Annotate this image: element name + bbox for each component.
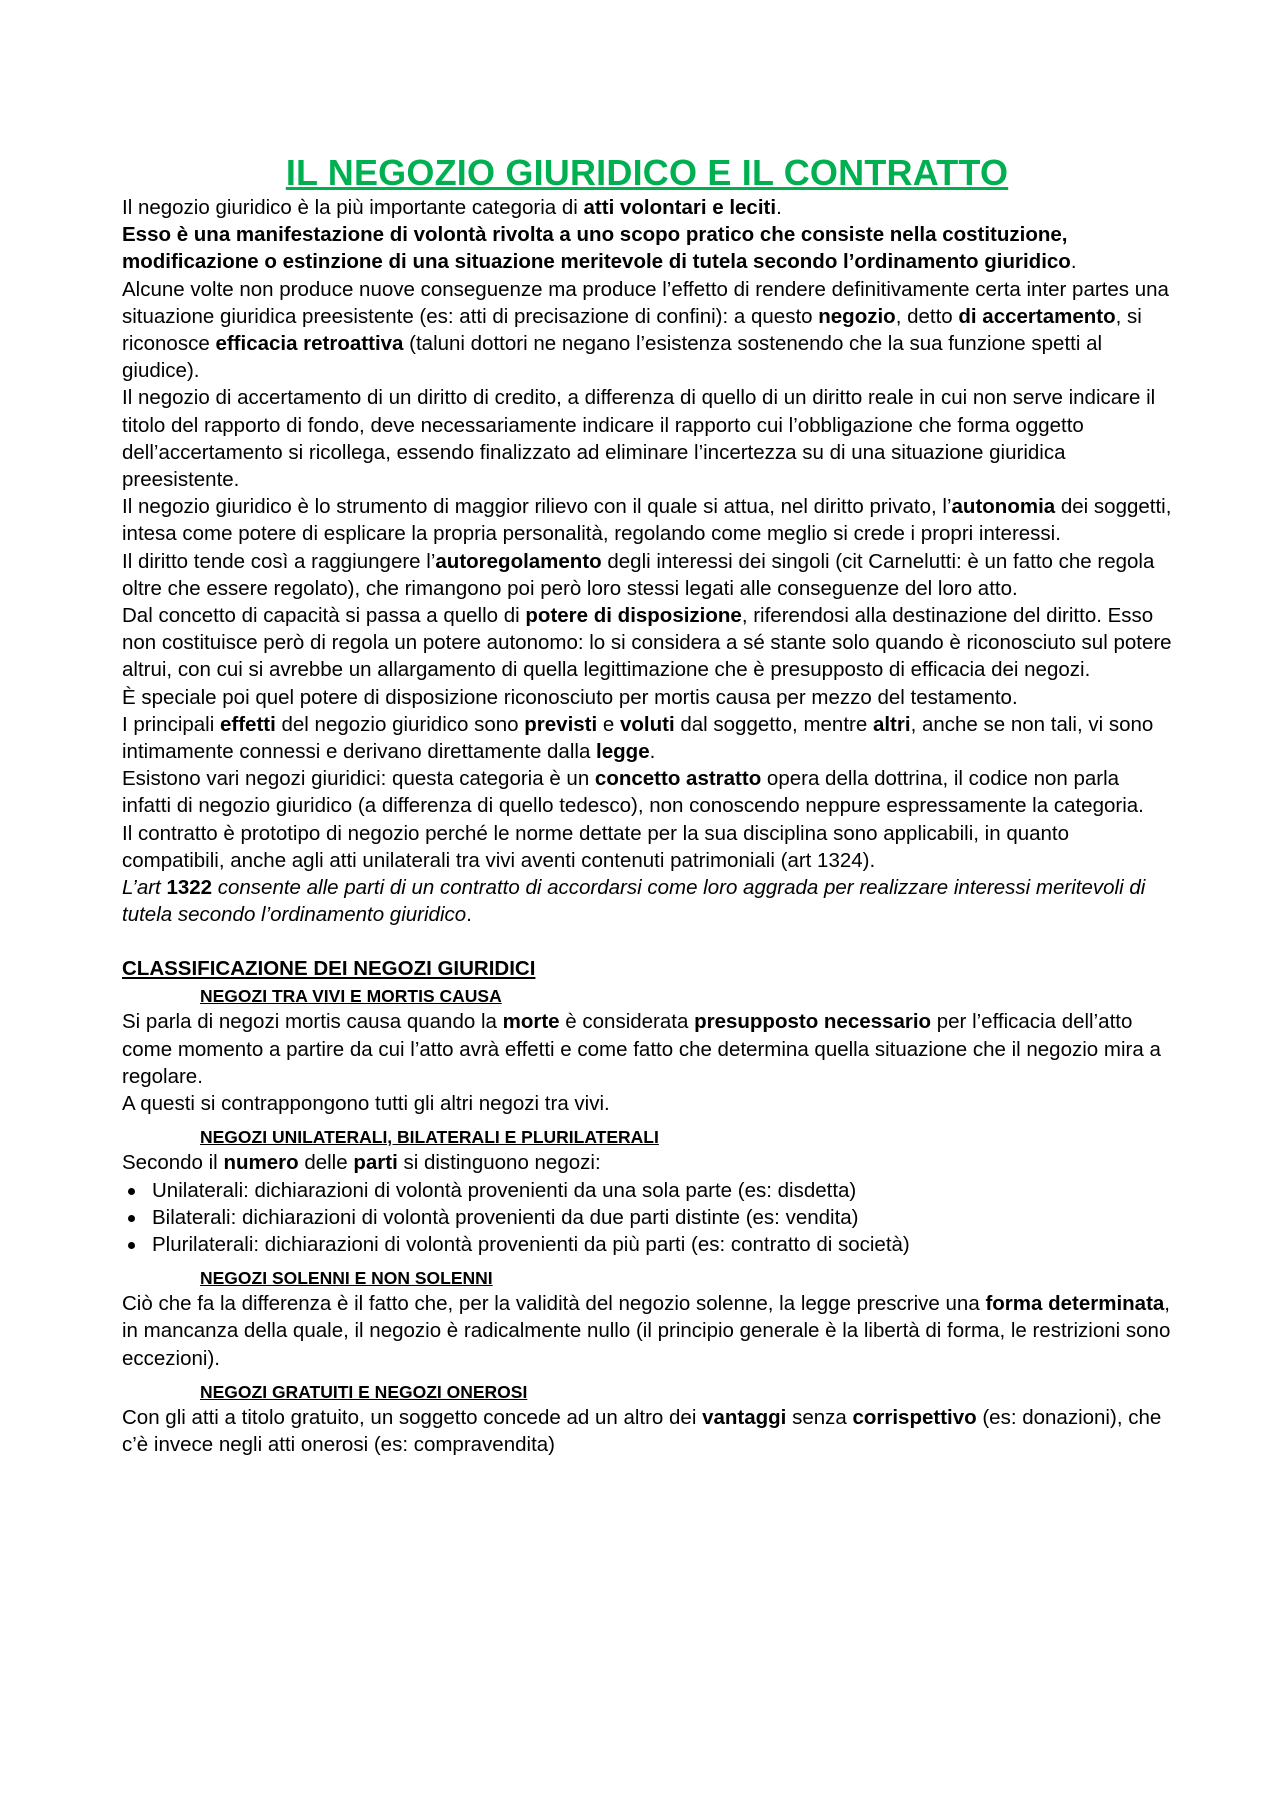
text-run: Il negozio giuridico è la più importante categoria di (122, 196, 584, 219)
paragraph-abstract-concept (122, 765, 1172, 819)
list-item: Plurilaterali: dichiarazioni di volontà provenienti da più parti (es: contratto di società) (122, 1231, 1172, 1258)
text-run: dei soggetti, intesa come potere di esplicare la propria personalità, regolando come meglio si crede i propri interessi. (122, 495, 1172, 546)
text-run: Il negozio giuridico è lo strumento di maggior rilievo con il quale si attua, nel diritto privato, l’ (122, 495, 952, 519)
italic-text: consente alle parti di un contratto di accordarsi come loro aggrada per realizzare interessi meritevoli di tutela secondo l’ordinamento giuridico (122, 876, 1146, 927)
paragraph-autonomy (122, 493, 1172, 547)
subsection-heading-parties: NEGOZI UNILATERALI, BILATERALI E PLURILATERALI (200, 1127, 659, 1148)
document-title: IL NEGOZIO GIURIDICO E IL CONTRATTO (285, 152, 1009, 193)
bold-text: corrispettivo (852, 1405, 977, 1429)
bold-text: di accertamento (958, 304, 1116, 328)
paragraph-effects (122, 711, 1172, 765)
text-run: Esistono vari negozi giuridici: questa categoria è un (122, 767, 595, 791)
text-run: opera della dottrina, il codice non parla infatti di negozio giuridico (a differenza di quello tedesco), non conoscendo neppure espressamente la categoria. (122, 767, 1144, 818)
text-run: Dal concetto di capacità si passa a quello di (122, 604, 526, 628)
text-run: del negozio giuridico sono (275, 712, 525, 736)
text-run: Secondo il (122, 1151, 224, 1175)
bold-text: effetti (220, 712, 276, 736)
bold-text: efficacia retroattiva (215, 332, 404, 356)
paragraph-mortis-causa (122, 1008, 1172, 1090)
text-run: degli interessi dei singoli (cit Carnelutti: è un fatto che regola oltre che essere regolato), che rimangono poi però loro stessi legati alle conseguenze del loro atto. (122, 549, 1155, 600)
bold-text: vantaggi (702, 1405, 787, 1429)
text-run: per l’efficacia dell’atto come momento a partire da cui l’atto avrà effetti e come fatto che determina quella situazione che il negozio mira a regolare. (122, 1010, 1161, 1088)
text-run: , anche se non tali, vi sono intimamente connessi e derivano direttamente dalla (122, 712, 1154, 764)
parties-bullet-list (122, 1177, 1172, 1259)
text-run: Si parla di negozi mortis causa quando la (122, 1010, 503, 1034)
text-run: , riferendosi alla destinazione del diritto. Esso non costituisce però di regola un potere autonomo: lo si considera a sé stante solo quando è riconosciuto sul potere altrui, con cui si avrebbe un allargamento di quella legittimazione che è presupposto di efficacia dei negozi. (122, 604, 1172, 682)
bold-text: legge (596, 740, 650, 764)
paragraph-self-regulation (122, 548, 1172, 602)
paragraph-contract-prototype: Il contratto è prototipo di negozio perché le norme dettate per la sua disciplina sono applicabili, in quanto compatibili, anche agli atti unilaterali tra vivi aventi contenuti patrimoniali (art 1324). (122, 821, 1070, 872)
section-heading-classification: CLASSIFICAZIONE DEI NEGOZI GIURIDICI (122, 957, 536, 981)
paragraph-parties-intro (122, 1149, 1172, 1176)
paragraph-solemn (122, 1290, 1172, 1372)
bold-text: atti volontari e leciti (583, 196, 777, 219)
text-run: , detto (895, 304, 959, 328)
text-run: (taluni dottori ne negano l’esistenza sostenendo che la sua funzione spetti al giudice). (122, 332, 1103, 383)
text-run: dal soggetto, mentre (674, 712, 873, 736)
paragraph-gratuitous (122, 1404, 1172, 1458)
paragraph-inter-vivos: A questi si contrappongono tutti gli altri negozi tra vivi. (122, 1092, 610, 1116)
paragraph-definition (122, 194, 1172, 221)
list-item: Unilaterali: dichiarazioni di volontà provenienti da una sola parte (es: disdetta) (122, 1177, 1172, 1204)
text-run: si distinguono negozi: (397, 1151, 601, 1175)
text-run: senza (786, 1405, 853, 1429)
bold-text: concetto astratto (594, 767, 762, 791)
bold-text: presupposto necessario (694, 1010, 932, 1034)
bold-text: forma determinata (985, 1292, 1165, 1316)
text-run: . (776, 196, 782, 219)
italic-text: L’art (122, 876, 167, 900)
text-run: I principali (122, 712, 220, 736)
text-run: . (1070, 250, 1077, 274)
subsection-heading-gratuitous: NEGOZI GRATUITI E NEGOZI ONEROSI (200, 1381, 528, 1402)
text-run: . (466, 903, 472, 927)
bold-text: 1322 (166, 876, 213, 900)
bold-text: altri (872, 712, 911, 736)
bold-text: autoregolamento (435, 549, 602, 573)
bold-text: voluti (619, 712, 675, 736)
document-page (122, 152, 1172, 1458)
text-run: , in mancanza della quale, il negozio è radicalmente nullo (il principio generale è la libertà di forma, le restrizioni sono eccezioni). (122, 1292, 1171, 1370)
bold-text: previsti (524, 712, 598, 736)
bold-text: Esso è una manifestazione di volontà rivolta a uno scopo pratico che consiste nella costituzione, modificazione o estinzione di una situazione meritevole di tutela secondo l’ordinamento giuridico (122, 223, 1071, 274)
text-run: è considerata (559, 1010, 695, 1034)
text-run: delle (298, 1151, 354, 1175)
paragraph-disposition-power (122, 602, 1172, 684)
paragraph-accertamento (122, 276, 1172, 385)
bold-text: numero (223, 1151, 299, 1175)
bold-text: morte (502, 1010, 560, 1034)
paragraph-credit: Il negozio di accertamento di un diritto di credito, a differenza di quello di un diritto reale in cui non serve indicare il titolo del rapporto di fondo, deve necessariamente indicare il rapporto cui l’obbligazione che forma oggetto dell’accertamento si ricollega, essendo finalizzato ad eliminare l’incertezza su di una situazione giuridica preesistente. (122, 386, 1156, 492)
paragraph-art-1322 (122, 874, 1172, 928)
paragraph-manifestation (122, 221, 1172, 275)
bold-text: parti (353, 1151, 398, 1175)
bold-text: potere di disposizione (525, 604, 742, 628)
bold-text: autonomia (951, 495, 1056, 519)
text-run: Il diritto tende così a raggiungere l’ (122, 549, 436, 573)
text-run: (es: donazioni), che c’è invece negli atti onerosi (es: compravendita) (122, 1405, 1162, 1456)
text-run: . (649, 740, 656, 764)
bold-text: negozio (818, 304, 896, 328)
text-run: Con gli atti a titolo gratuito, un soggetto concede ad un altro dei (122, 1405, 703, 1429)
text-run: e (597, 712, 620, 736)
subsection-heading-mortis-causa: NEGOZI TRA VIVI E MORTIS CAUSA (200, 986, 502, 1007)
text-run: Alcune volte non produce nuove conseguenze ma produce l’effetto di rendere definitivamente certa inter partes una situazione giuridica preesistente (es: atti di precisazione di confini): a questo (122, 277, 1169, 328)
subsection-heading-solemn: NEGOZI SOLENNI E NON SOLENNI (200, 1268, 493, 1289)
text-run: , si riconosce (122, 304, 1142, 356)
list-item: Bilaterali: dichiarazioni di volontà provenienti da due parti distinte (es: vendita) (122, 1204, 1172, 1231)
text-run: Ciò che fa la differenza è il fatto che, per la validità del negozio solenne, la legge prescrive una (122, 1292, 986, 1316)
paragraph-testament: È speciale poi quel potere di disposizione riconosciuto per mortis causa per mezzo del testamento. (122, 685, 1018, 709)
